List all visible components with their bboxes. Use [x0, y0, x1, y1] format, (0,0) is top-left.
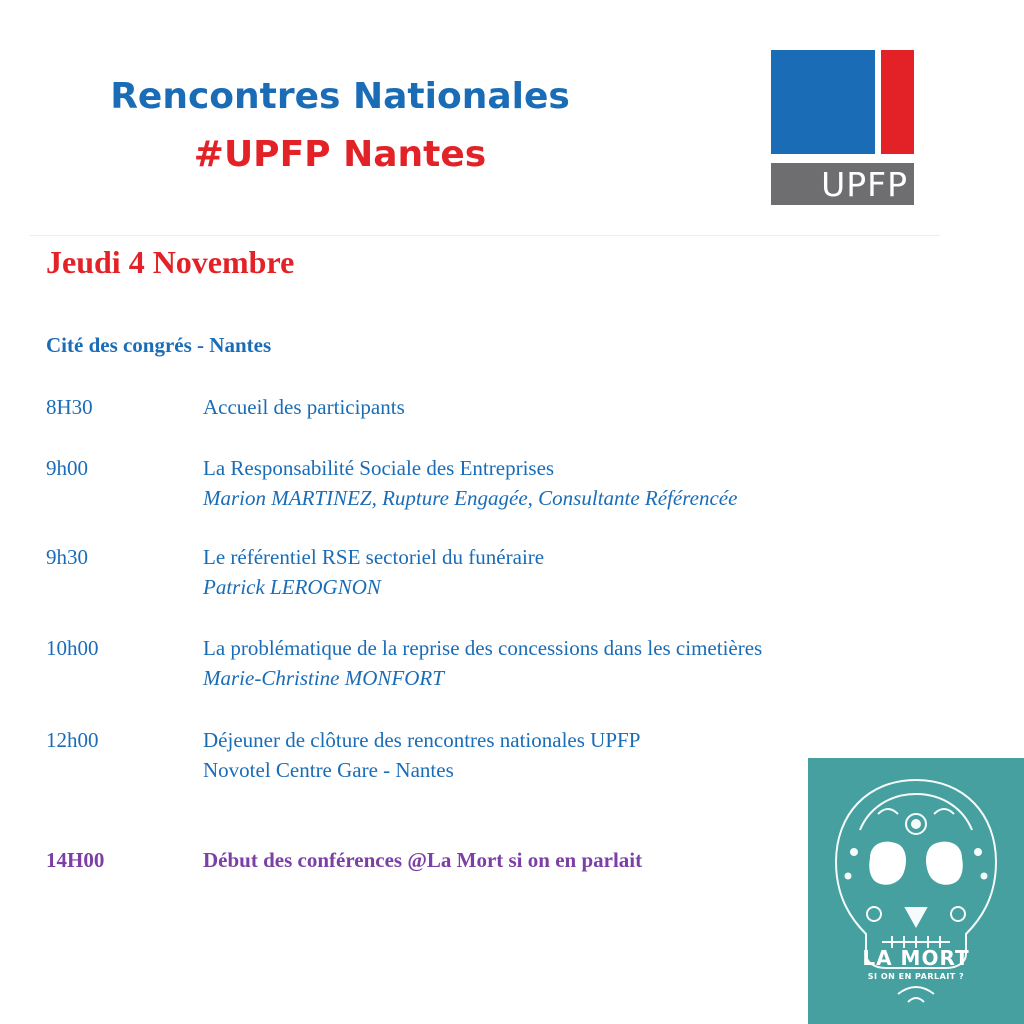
logo-grey-band	[771, 163, 914, 205]
schedule-location: Novotel Centre Gare - Nantes	[203, 758, 454, 782]
schedule-title: Début des conférences @La Mort si on en parlait	[203, 848, 643, 872]
schedule-title: Le référentiel RSE sectoriel du funéraire	[203, 545, 545, 569]
schedule-speaker: Patrick LEROGNON	[203, 575, 381, 599]
logo-text: UPFP	[821, 165, 908, 204]
badge-subtitle: SI ON EN PARLAIT ?	[867, 972, 965, 981]
schedule-title: Accueil des participants	[203, 395, 405, 419]
title-line-2	[60, 132, 620, 178]
title-city: Nantes	[343, 134, 487, 175]
schedule-title: La Responsabilité Sociale des Entreprises	[203, 456, 555, 480]
schedule-title: La problématique de la reprise des concessions dans les cimetières	[203, 636, 763, 660]
la-mort-badge	[808, 758, 1024, 1024]
title-line-1: Rencontres Nationales	[110, 76, 570, 117]
schedule-desc	[203, 453, 943, 513]
schedule-desc	[203, 392, 943, 422]
title-hashtag: #UPFP	[193, 134, 331, 175]
schedule-desc	[203, 633, 943, 693]
divider	[30, 235, 940, 236]
schedule-title: Déjeuner de clôture des rencontres nationales UPFP	[203, 728, 641, 752]
schedule-speaker: Marie-Christine MONFORT	[203, 666, 444, 690]
schedule-time: 14H00	[46, 848, 105, 872]
event-venue: Cité des congrés - Nantes	[46, 333, 272, 357]
badge-title: LA MORT	[862, 946, 970, 970]
schedule-time: 9h30	[46, 545, 88, 569]
schedule-time: 10h00	[46, 636, 99, 660]
sugar-skull-icon	[808, 758, 1024, 1024]
upfp-logo	[771, 50, 914, 205]
event-date: Jeudi 4 Novembre	[46, 244, 295, 280]
logo-blue-square	[771, 50, 875, 154]
schedule-speaker: Marion MARTINEZ, Rupture Engagée, Consultante Référencée	[203, 486, 738, 510]
schedule-time: 9h00	[46, 456, 88, 480]
logo-red-bar	[881, 50, 914, 154]
schedule-desc	[203, 542, 943, 602]
schedule-time: 12h00	[46, 728, 99, 752]
schedule-time: 8H30	[46, 395, 93, 419]
